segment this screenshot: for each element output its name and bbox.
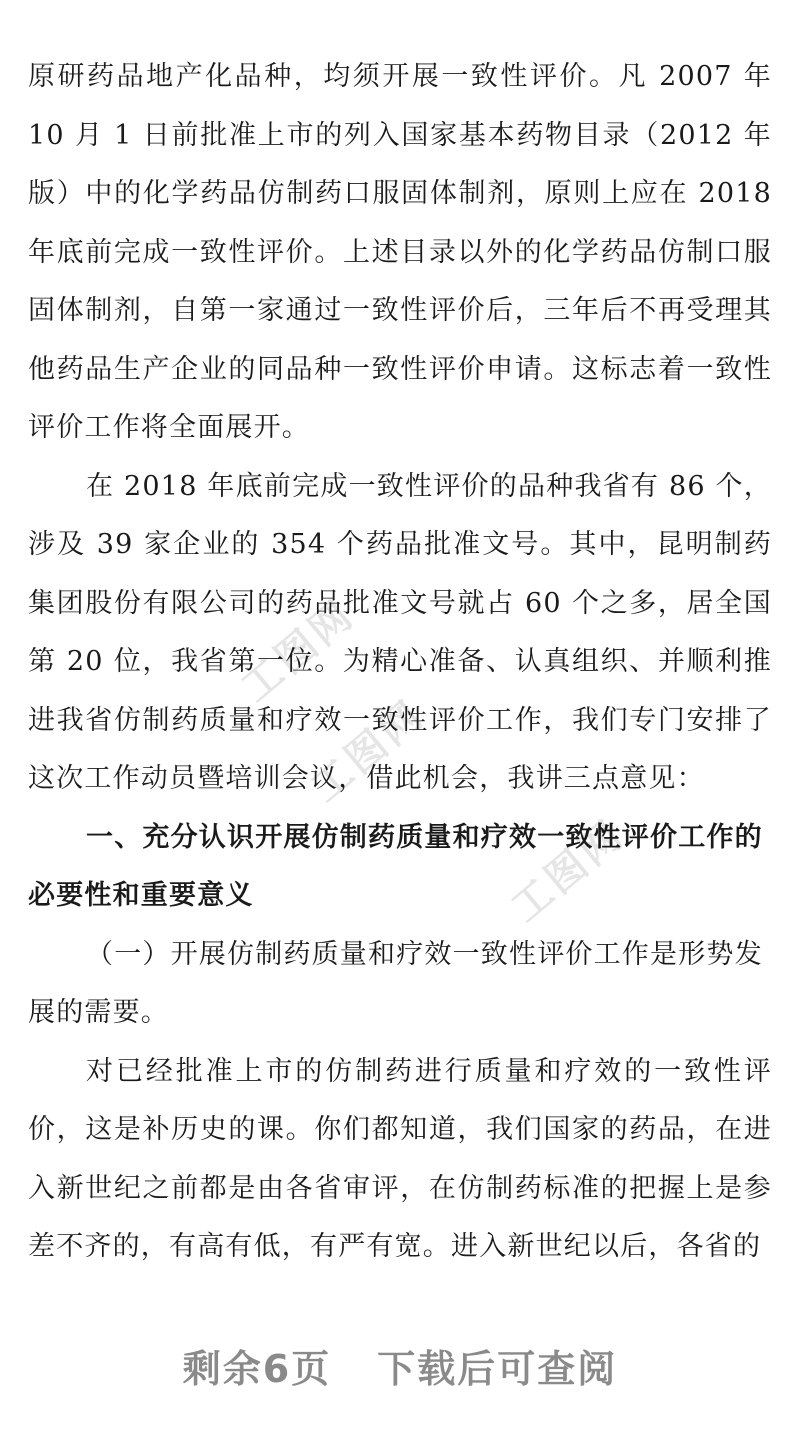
watermark: 工图网 <box>502 811 634 932</box>
subsection-heading: （一）开展仿制药质量和疗效一致性评价工作是形势发展的需要。 <box>28 938 763 1028</box>
document-body <box>28 48 772 1277</box>
watermark: 工图网 <box>232 591 364 712</box>
paragraph-continuation: 原研药品地产化品种，均须开展一致性评价。凡 2007 年 10 月 1 日前批准上市的列入国家基本药物目录（2012 年版）中的化学药品仿制药口服固体制剂，原则上应在 2018 年底前完成一致性评价。上述目录以外的化学药品仿制口服固体制剂，自第一家通过一致性评价后，三年后不再受理其他药品生产企业的同品种一致性评价申请。这标志着一致性评价工作将全面展开。 <box>28 61 772 443</box>
paragraph-body: 在 2018 年底前完成一致性评价的品种我省有 86 个，涉及 39 家企业的 354 个药品批准文号。其中，昆明制药集团股份有限公司的药品批准文号就占 60 个之多，居全国第 20 位，我省第一位。为精心准备、认真组织、并顺利推进我省仿制药质量和疗效一致性评价工作，我们专门安排了这次工作动员暨培训会议，借此机会，我讲三点意见： <box>28 470 772 794</box>
download-prompt[interactable] <box>0 1338 800 1393</box>
download-to-view-label[interactable]: 下载后可查阅 <box>377 1347 618 1391</box>
section-heading: 一、充分认识开展仿制药质量和疗效一致性评价工作的必要性和重要意义 <box>28 821 763 911</box>
watermark: 工图网 <box>302 691 434 812</box>
paragraph-body: 对已经批准上市的仿制药进行质量和疗效的一致性评价，这是补历史的课。你们都知道，我们国家的药品，在进入新世纪之前都是由各省审评，在仿制药标准的把握上是参差不齐的，有高有低，有严有宽。进入新世纪以后，各省的 <box>28 1055 772 1262</box>
remaining-pages-label[interactable]: 剩余6页 <box>182 1347 332 1391</box>
